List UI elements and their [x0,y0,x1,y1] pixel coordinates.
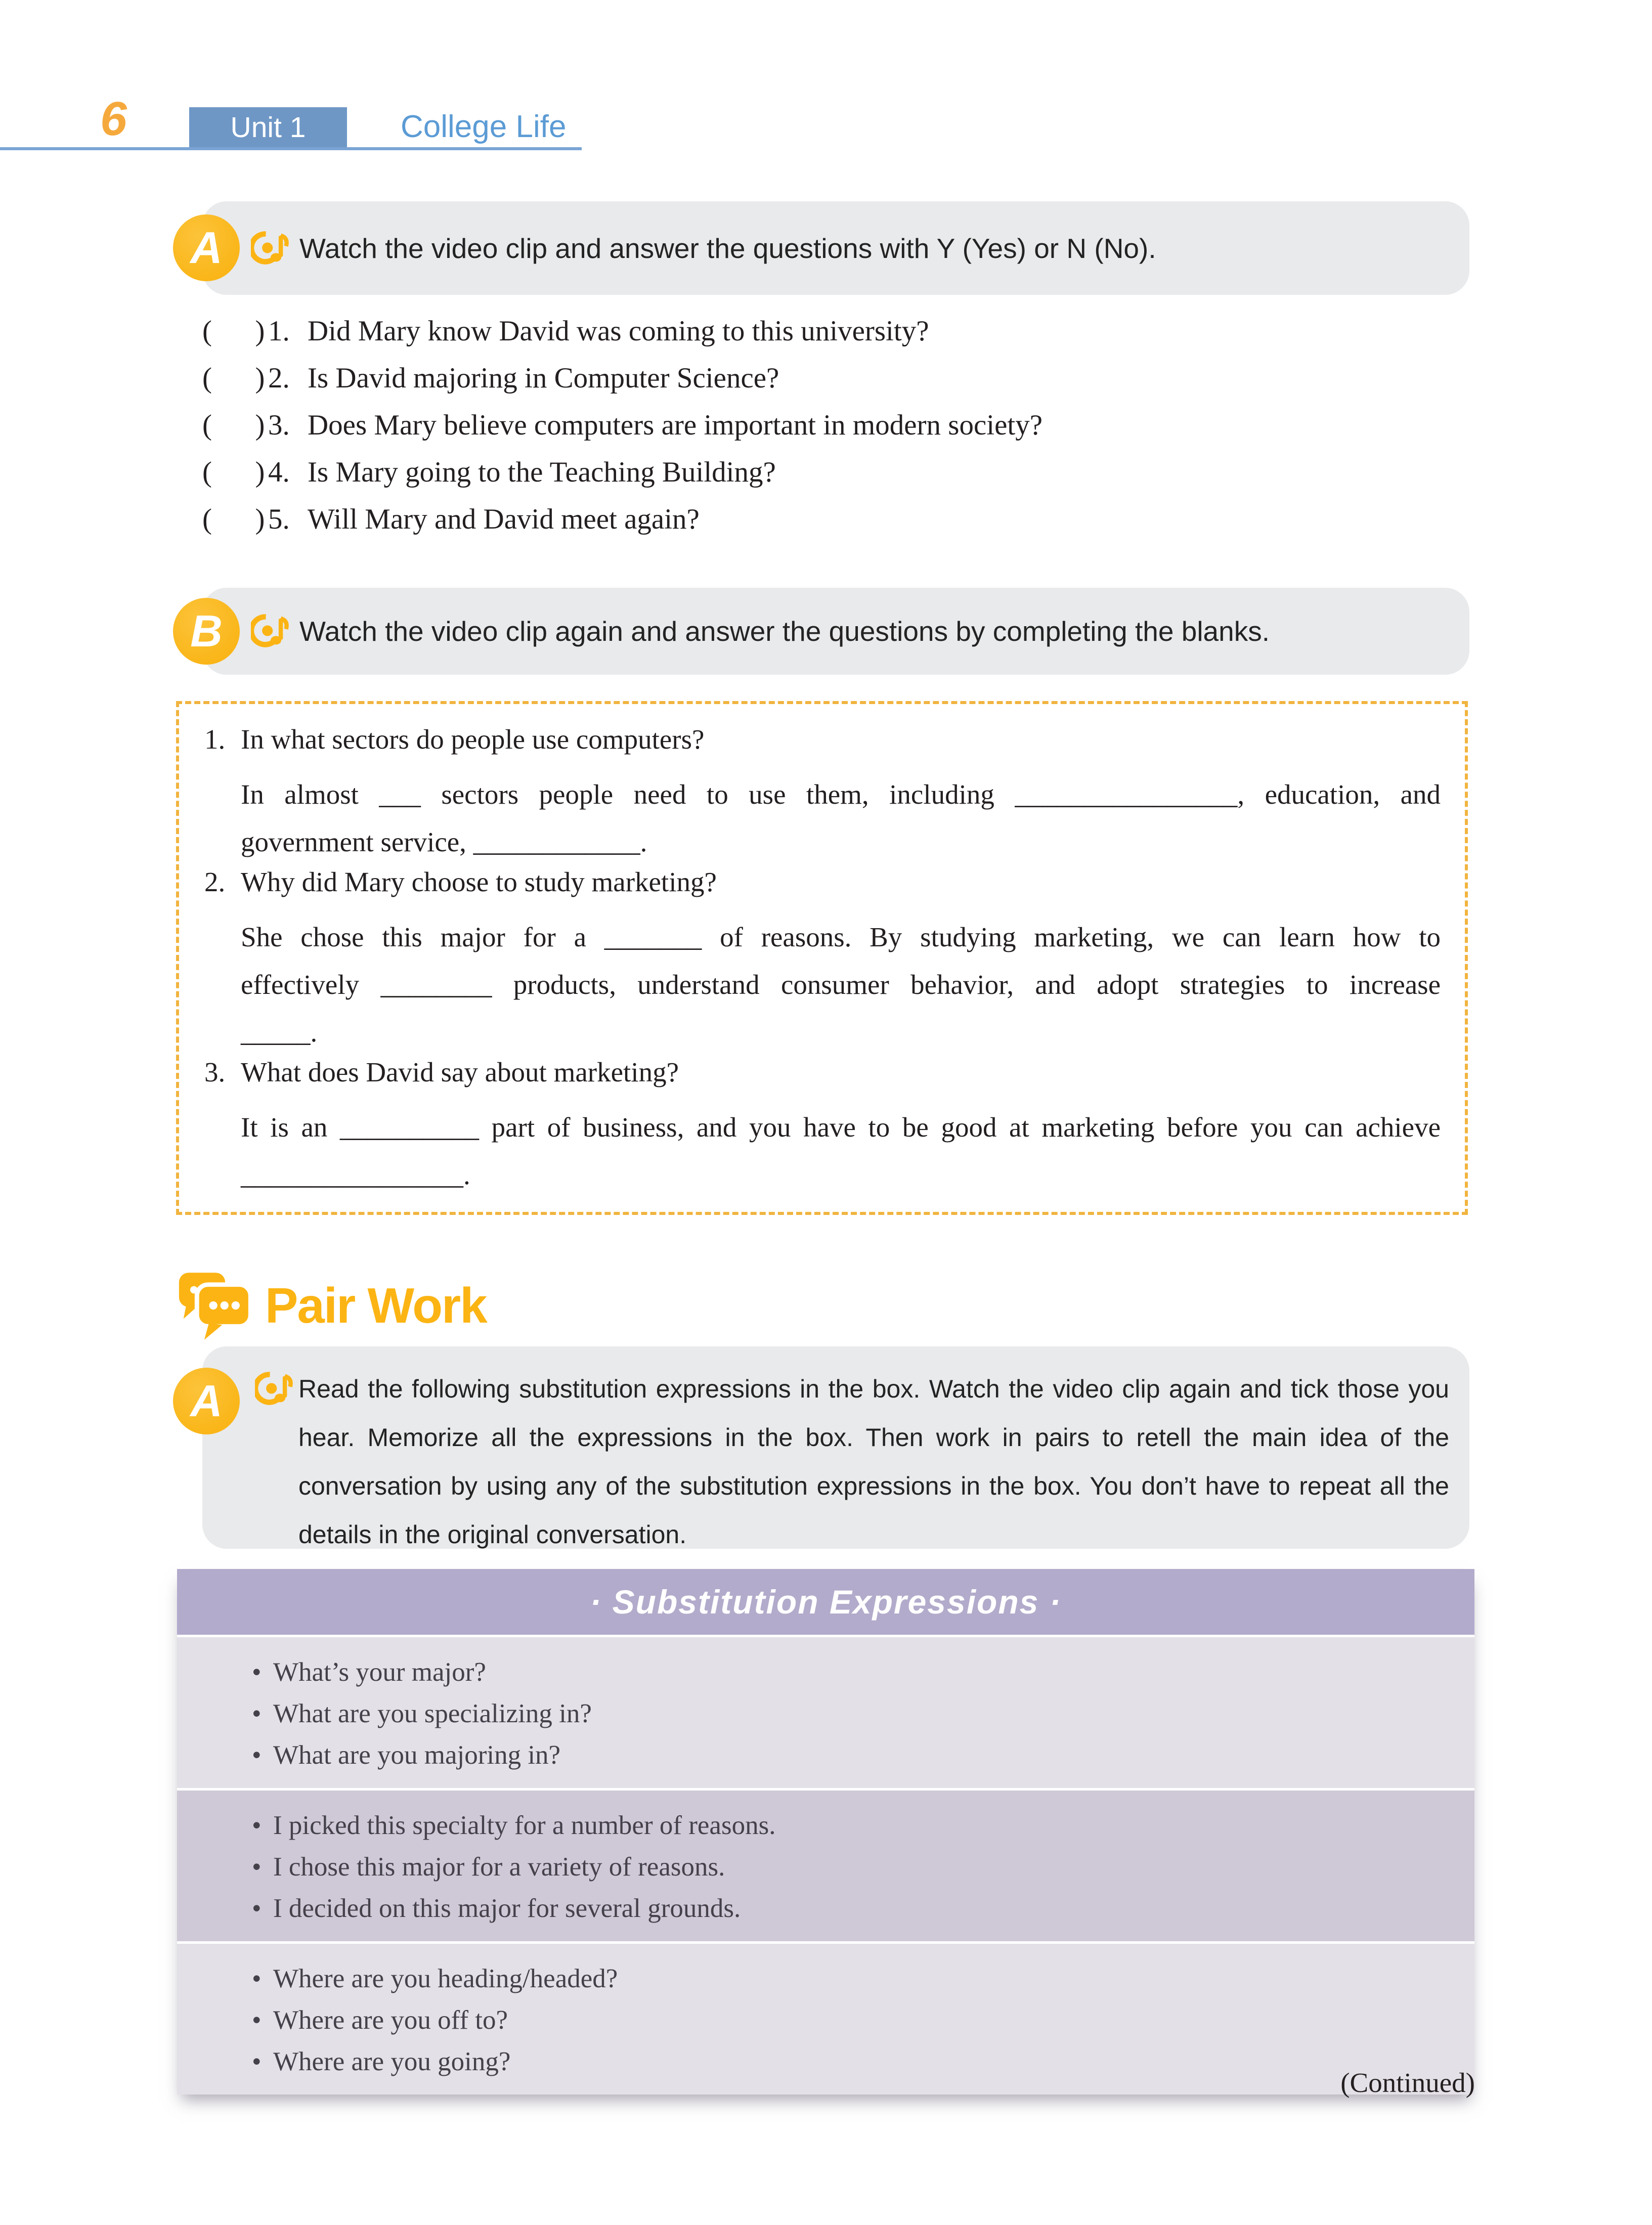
question-text: Why did Mary choose to study marketing? [241,866,717,897]
answer-line: _____. [241,1017,318,1048]
listen-music-note-icon [251,229,289,268]
answer-slot: ( ) [202,362,265,394]
listening-a-box [190,201,1469,295]
question-text: Is Mary going to the Teaching Building? [308,456,776,488]
expression-item: • Where are you heading/headed? [197,1958,1454,1999]
question-row [202,456,1042,503]
pair-work-a-box [190,1346,1469,1549]
blank-question-row [204,723,1441,771]
substitution-expressions-box [177,1569,1474,2095]
question-number: 2. [204,866,226,897]
question-text: Will Mary and David meet again? [308,503,700,535]
listen-music-note-icon [255,1370,293,1408]
expression-item: • I picked this specialty for a number of reasons. [197,1805,1454,1846]
question-row [202,315,1042,362]
question-number: 1. [268,315,290,347]
expression-item: • What are you majoring in? [197,1734,1454,1776]
answer-slot: ( ) [202,409,265,441]
answer-slot: ( ) [202,456,265,488]
question-number: 4. [268,456,290,488]
question-number: 3. [268,409,290,441]
blank-question-row [204,1056,1441,1104]
listening-b-instruction: Watch the video clip again and answer the questions by completing the blanks. [299,616,1270,647]
answer-slot: ( ) [202,503,265,535]
question-number: 5. [268,503,290,535]
question-text: Is David majoring in Computer Science? [308,362,779,394]
question-text: Did Mary know David was coming to this university? [308,315,929,347]
answer-line: She chose this major for a _______ of reasons. By studying marketing, we can learn how to [241,922,1441,952]
question-row [202,409,1042,456]
question-text: Does Mary believe computers are important in modern society? [308,409,1043,441]
expression-item: • Where are you off to? [197,1999,1454,2041]
expression-item: • I chose this major for a variety of reasons. [197,1846,1454,1888]
question-number: 1. [204,724,226,755]
question-row [202,362,1042,409]
question-number: 2. [268,362,290,394]
page-number: 6 [100,92,127,146]
expression-group-heading [177,1944,1474,2095]
section-b-badge: B [173,598,240,665]
listening-a-instruction: Watch the video clip and answer the questions with Y (Yes) or N (No). [299,232,1156,264]
fill-blanks-box [176,701,1468,1215]
answer-slot: ( ) [202,315,265,347]
section-a-badge: A [173,214,240,281]
expression-group-major [177,1637,1474,1788]
question-text: In what sectors do people use computers? [241,724,705,755]
answer-line: It is an __________ part of business, and you have to be good at marketing before you can achieve [241,1112,1441,1143]
pair-work-title: Pair Work [265,1278,487,1333]
answer-line: ________________. [241,1159,470,1190]
blank-question-row [204,866,1441,913]
substitution-expressions-title: · Substitution Expressions · [177,1569,1474,1635]
expression-item: • I decided on this major for several grounds. [197,1888,1454,1929]
unit-title: College Life [401,109,567,144]
answer-line: government service, ____________. [241,826,647,857]
question-row [202,503,1042,550]
pair-work-heading [176,1268,487,1343]
unit-badge: Unit 1 [189,107,347,148]
listening-b-box [190,588,1469,675]
answer-line: effectively ________ products, understand consumer behavior, and adopt strategies to increase [241,969,1441,1000]
expression-group-reasons [177,1791,1474,1941]
expression-item: • What are you specializing in? [197,1693,1454,1734]
yes-no-question-list [202,315,1042,550]
question-text: What does David say about marketing? [241,1057,679,1087]
expression-item: • Where are you going? [197,2041,1454,2082]
speech-bubbles-icon [176,1268,258,1343]
expression-item: • What’s your major? [197,1651,1454,1693]
pair-work-instruction: Read the following substitution expressions in the box. Watch the video clip again and tick those you hear. Memorize all the expressions in the box. Then work in pairs to retell the main idea of the conversation by using any of the substitution expressions in the box. You don’t have to repeat all the details in the original conversation. [298,1375,1449,1549]
question-number: 3. [204,1057,226,1087]
continued-note: (Continued) [1340,2067,1475,2098]
listen-music-note-icon [251,612,289,650]
pair-work-a-badge: A [173,1368,240,1434]
header-rule [0,147,582,150]
answer-line: In almost ___ sectors people need to use them, including ________________, education, and [241,779,1441,810]
